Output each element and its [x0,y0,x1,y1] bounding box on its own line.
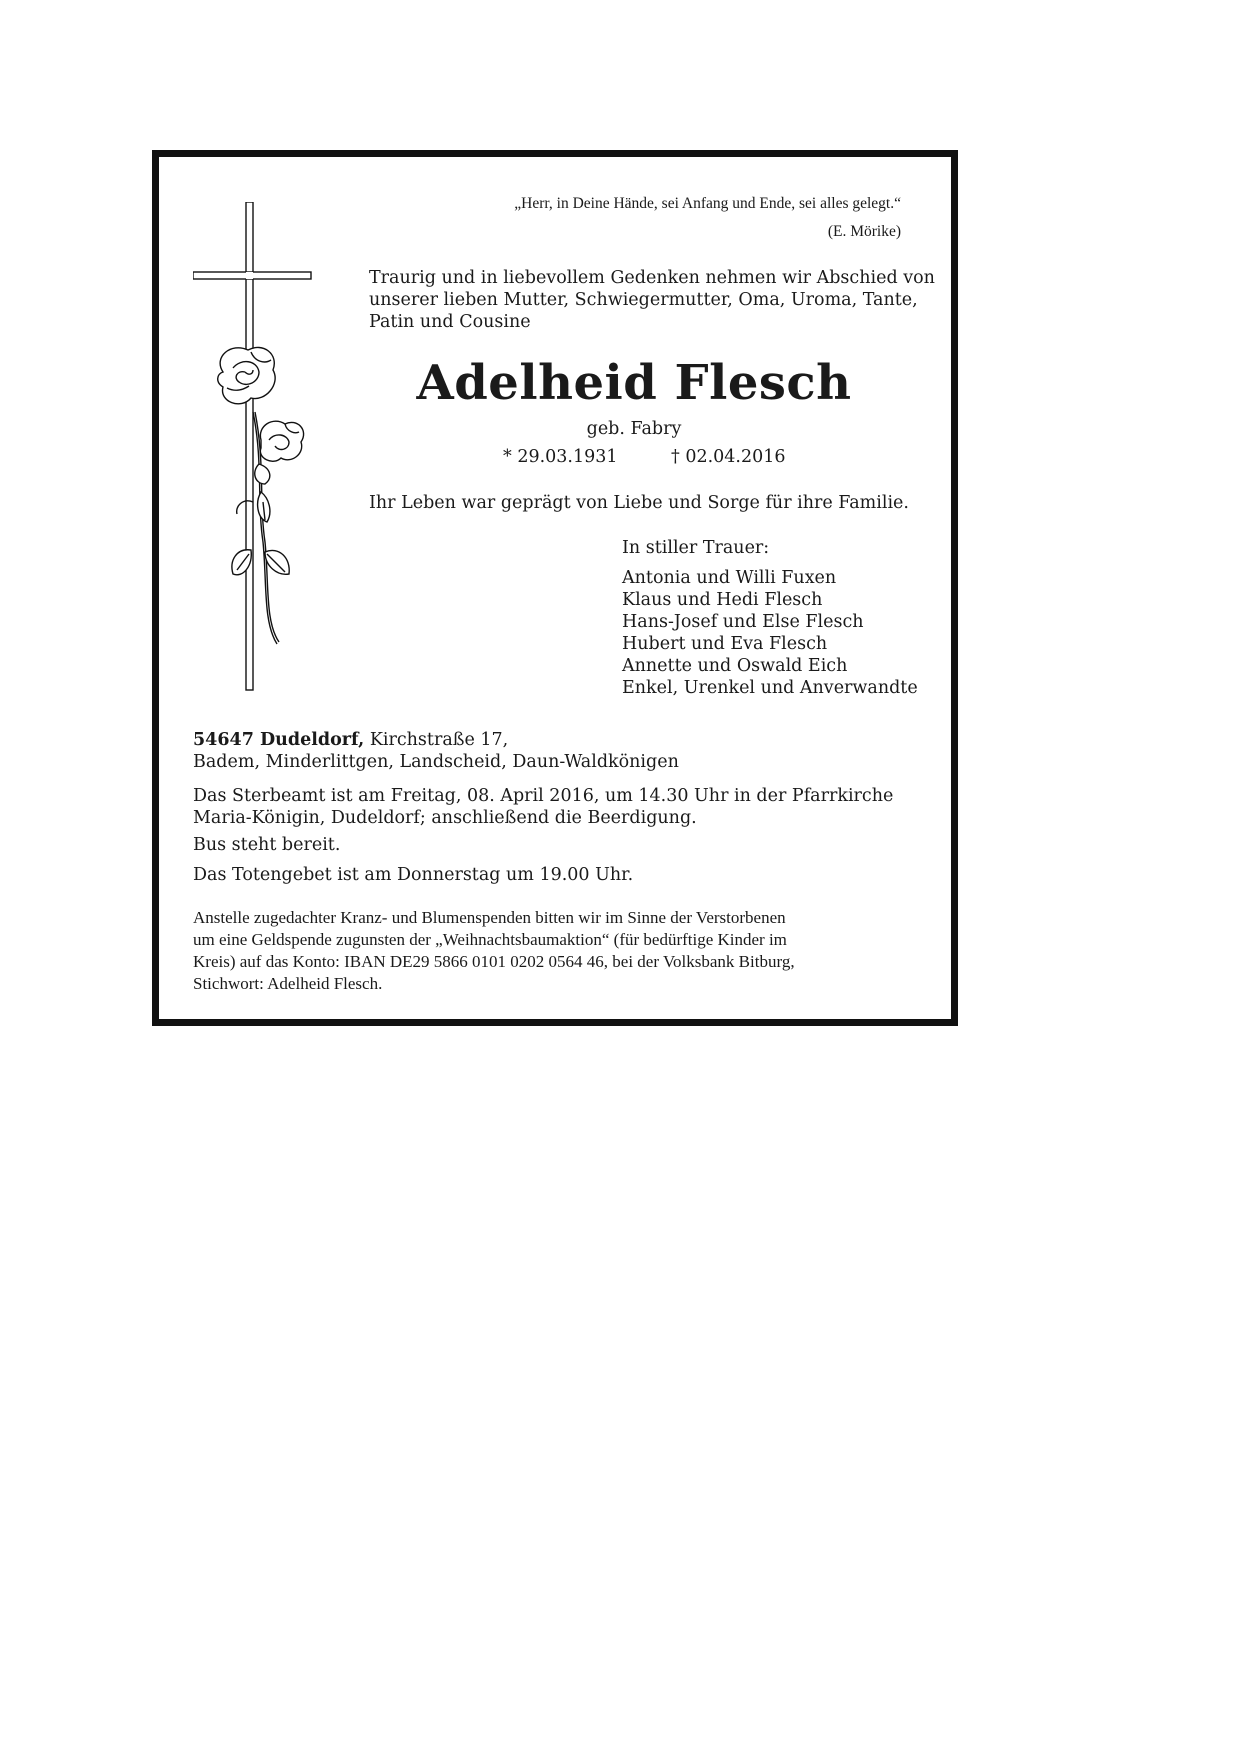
donation-line: Stichwort: Adelheid Flesch. [193,974,383,993]
death-date: † 02.04.2016 [671,447,786,467]
list-item: Hubert und Eva Flesch [622,634,828,654]
service-line: Das Sterbeamt ist am Freitag, 08. April 2016, um 14.30 Uhr in der Pfarrkirche [193,786,894,806]
list-item: Antonia und Willi Fuxen [622,568,837,588]
intro-line: Traurig und in liebevollem Gedenken nehmen wir Abschied von [369,268,935,288]
cross-with-roses-icon [193,202,323,692]
obituary-notice [152,150,958,1026]
quote-text: „Herr, in Deine Hände, sei Anfang und Ende, sei alles gelegt.“ [514,195,901,212]
prayer-info: Das Totengebet ist am Donnerstag um 19.00 Uhr. [193,865,634,885]
life-statement: Ihr Leben war geprägt von Liebe und Sorge für ihre Familie. [369,493,909,513]
address-city: 54647 Dudeldorf, [193,730,365,750]
address-street: Kirchstraße 17, [364,730,509,750]
list-item: Annette und Oswald Eich [622,656,848,676]
intro-line: Patin und Cousine [369,312,531,332]
address-line-1 [193,729,679,751]
address-block [193,729,679,773]
funeral-service-info [193,785,928,829]
service-line: Maria-Königin, Dudeldorf; anschließend die Beerdigung. [193,808,697,828]
mourning-heading: In stiller Trauer: [622,538,770,558]
mourners-list [622,567,918,699]
address-line-2: Badem, Minderlittgen, Landscheid, Daun-Waldkönigen [193,752,679,772]
deceased-name: Adelheid Flesch [416,355,852,411]
bus-info: Bus steht bereit. [193,835,341,855]
list-item: Klaus und Hedi Flesch [622,590,823,610]
donation-request [193,907,928,995]
intro-line: unserer lieben Mutter, Schwiegermutter, Oma, Uroma, Tante, [369,290,918,310]
intro-paragraph [369,267,935,333]
birth-date: * 29.03.1931 [503,447,618,467]
maiden-name: geb. Fabry [586,419,682,439]
donation-line: Anstelle zugedachter Kranz- und Blumenspenden bitten wir im Sinne der Verstorbenen [193,908,786,927]
list-item: Enkel, Urenkel und Anverwandte [622,678,918,698]
quote-author: (E. Mörike) [827,223,901,240]
donation-line: Kreis) auf das Konto: IBAN DE29 5866 0101 0202 0564 46, bei der Volksbank Bitburg, [193,952,795,971]
donation-line: um eine Geldspende zugunsten der „Weihnachtsbaumaktion“ (für bedürftige Kinder im [193,930,787,949]
list-item: Hans-Josef und Else Flesch [622,612,864,632]
